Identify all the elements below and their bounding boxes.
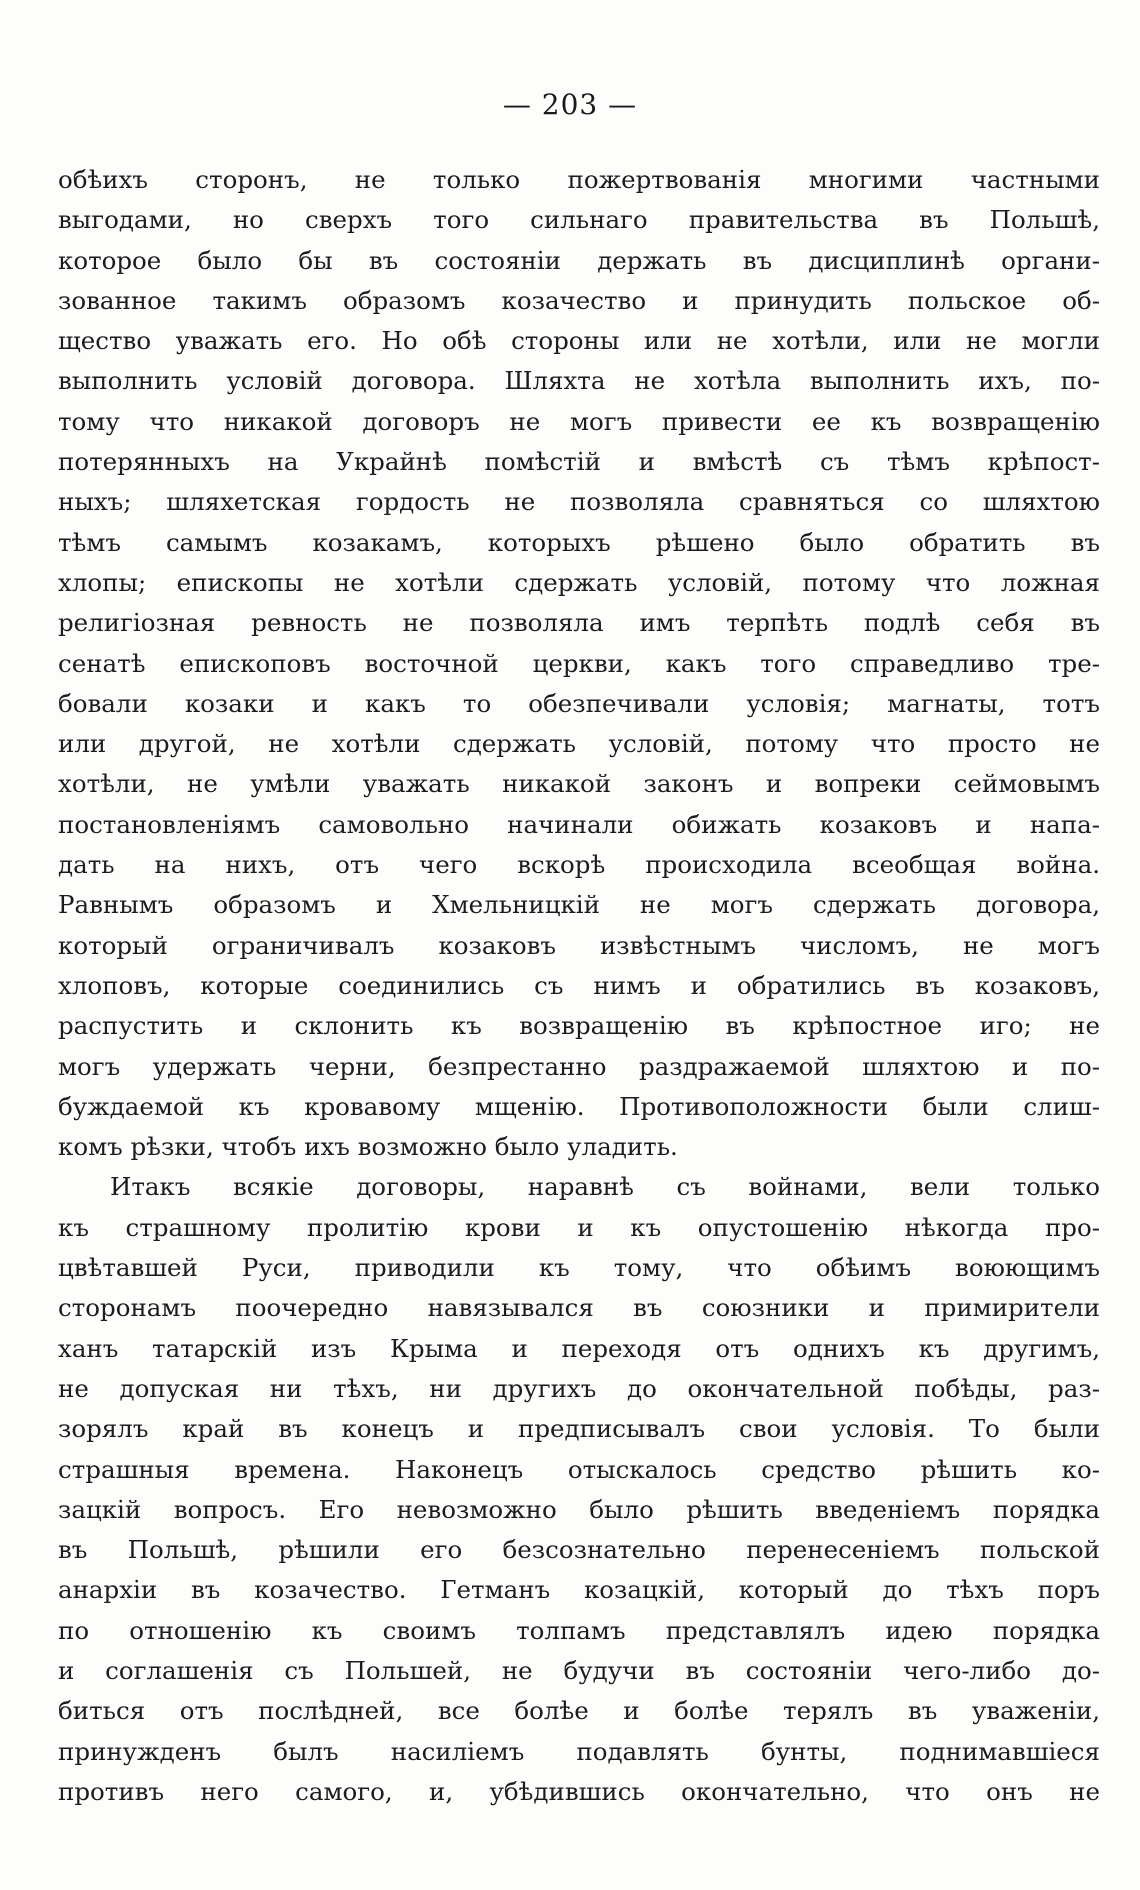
text-line: обѣихъ сторонъ, не только пожертвованія многими частными — [58, 165, 1100, 194]
text-line: могъ удержать черни, безпрестанно раздражаемой шляхтою и по- — [58, 1051, 1100, 1081]
text-line: комъ рѣзки, чтобъ ихъ возможно было уладить. — [58, 1132, 678, 1162]
text-line: сенатѣ епископовъ восточной церкви, какъ того справедливо тре- — [58, 648, 1100, 678]
body-text — [58, 160, 1100, 1812]
text-line: которое было бы въ состояніи держать въ дисциплинѣ органи- — [58, 245, 1100, 275]
text-line: въ Польшѣ, рѣшили его безсознательно перенесеніемъ польской — [58, 1535, 1100, 1565]
text-line: противъ него самого, и, убѣдившись окончательно, что онъ не — [58, 1776, 1100, 1806]
text-line: принужденъ былъ насиліемъ подавлять бунты, поднимавшіеся — [58, 1736, 1100, 1766]
text-line: религіозная ревность не позволяла имъ терпѣть подлѣ себя въ — [58, 608, 1100, 638]
text-line: биться отъ послѣдней, все болѣе и болѣе терялъ въ уваженіи, — [58, 1696, 1100, 1726]
text-line: зованное такимъ образомъ козачество и принудить польское об- — [58, 285, 1100, 315]
text-line: или другой, не хотѣли сдержать условій, потому что просто не — [58, 729, 1100, 759]
text-line: распустить и склонить къ возвращенію въ крѣпостное иго; не — [58, 1011, 1100, 1041]
text-line: хотѣли, не умѣли уважать никакой законъ и вопреки сеймовымъ — [58, 769, 1100, 799]
text-line: зацкій вопросъ. Его невозможно было рѣшить введеніемъ порядка — [58, 1494, 1100, 1524]
text-line: дать на нихъ, отъ чего вскорѣ происходила всеобщая война. — [58, 850, 1100, 880]
text-line: зорялъ край въ конецъ и предписывалъ свои условія. То были — [58, 1414, 1100, 1444]
text-line: по отношенію къ своимъ толпамъ представлялъ идею порядка — [58, 1615, 1100, 1645]
text-line: страшныя времена. Наконецъ отыскалось средство рѣшить ко- — [58, 1454, 1100, 1484]
text-line: постановленіямъ самовольно начинали обижать козаковъ и напа- — [58, 809, 1100, 839]
text-line: цвѣтавшей Руси, приводили къ тому, что обѣимъ воюющимъ — [58, 1253, 1100, 1283]
text-line: Итакъ всякіе договоры, наравнѣ съ войнами, вели только — [110, 1172, 1100, 1202]
text-line: Равнымъ образомъ и Хмельницкій не могъ сдержать договора, — [58, 890, 1100, 920]
page-number: — 203 — — [502, 88, 638, 121]
text-line: хлопы; епископы не хотѣли сдержать условій, потому что ложная — [58, 567, 1100, 597]
text-line: къ страшному пролитію крови и къ опустошенію нѣкогда про- — [58, 1212, 1100, 1242]
text-line: бовали козаки и какъ то обезпечивали условія; магнаты, тотъ — [58, 688, 1100, 718]
text-line: щество уважать его. Но обѣ стороны или не хотѣли, или не могли — [58, 326, 1100, 356]
text-line: не допуская ни тѣхъ, ни другихъ до окончательной побѣды, раз- — [58, 1373, 1100, 1403]
text-line: выгодами, но сверхъ того сильнаго правительства въ Польшѣ, — [58, 205, 1100, 235]
text-line: тому что никакой договоръ не могъ привести ее къ возвращенію — [58, 406, 1100, 436]
text-line: тѣмъ самымъ козакамъ, которыхъ рѣшено было обратить въ — [58, 527, 1100, 557]
text-line: выполнить условій договора. Шляхта не хотѣла выполнить ихъ, по- — [58, 366, 1100, 396]
text-line: который ограничивалъ козаковъ извѣстнымъ числомъ, не могъ — [58, 930, 1100, 960]
text-line: и соглашенія съ Польшей, не будучи въ состояніи чего-либо до- — [58, 1655, 1100, 1685]
text-line: хлоповъ, которые соединились съ нимъ и обратились въ козаковъ, — [58, 970, 1100, 1000]
text-line: ханъ татарскій изъ Крыма и переходя отъ однихъ къ другимъ, — [58, 1333, 1100, 1363]
text-line: анархіи въ козачество. Гетманъ козацкій, который до тѣхъ поръ — [58, 1575, 1100, 1605]
text-line: буждаемой къ кровавому мщенію. Противоположности были слиш- — [58, 1091, 1100, 1121]
text-line: потерянныхъ на Украйнѣ помѣстій и вмѣстѣ съ тѣмъ крѣпост- — [58, 447, 1100, 477]
text-line: сторонамъ поочередно навязывался въ союзники и примирители — [58, 1293, 1100, 1323]
text-line: ныхъ; шляхетская гордость не позволяла сравняться со шляхтою — [58, 487, 1100, 517]
